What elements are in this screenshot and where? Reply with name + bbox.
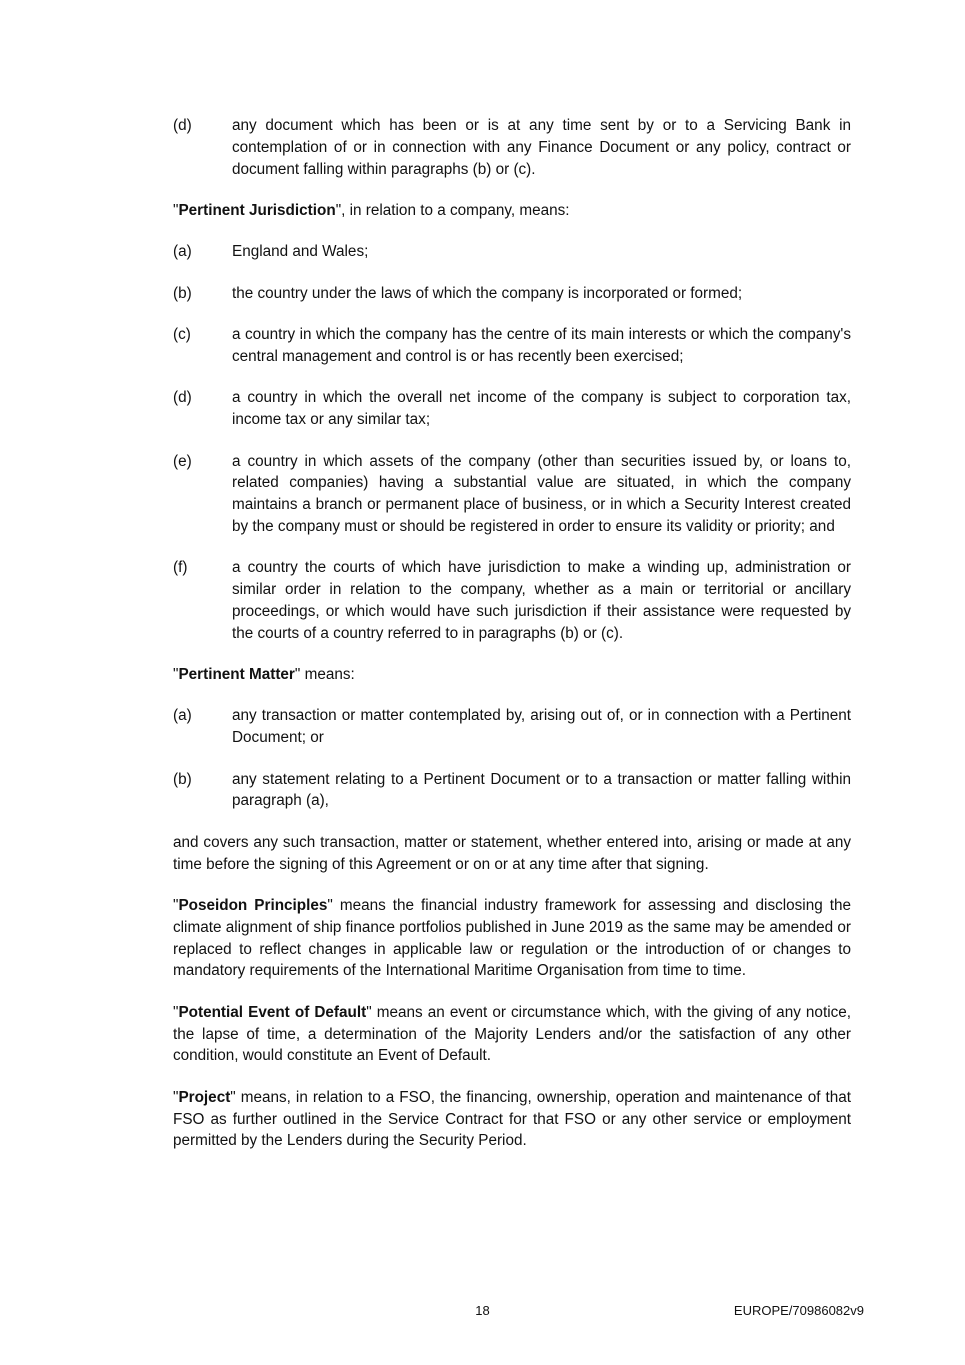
list-item-text: any document which has been or is at any time sent by or to a Servicing Bank in contemplation of or in connection with any Finance Document or any policy, contract or document falling within paragraphs (b) or (c). [232,117,851,178]
definition-poseidon-principles: "Poseidon Principles" means the financial industry framework for assessing and disclosing the climate alignment of ship finance portfolios published in June 2019 as the same may be amended or replaced to reflect changes in applicable law or regulation or the introduction of or changes to mandatory requirements of the International Maritime Organisation from time to time. [173,897,851,980]
list-item-text: a country in which the company has the centre of its main interests or which the company's central management and control is or has recently been exercised; [232,326,851,365]
definition-text: means an event or circumstance which, with the giving of any notice, the lapse of time, a determination of the Majority Lenders and/or the satisfaction of any other condition, would constitute an Event of Default. [173,1003,851,1065]
list-item [173,241,851,263]
list-item-text: any statement relating to a Pertinent Document or to a transaction or matter falling within paragraph (a), [232,770,851,810]
definition-text: , in relation to a company, means: [341,201,570,219]
definition-pertinent-jurisdiction: "Pertinent Jurisdiction", in relation to a company, means: [173,201,570,219]
defined-term: Pertinent Matter [178,666,295,684]
defined-term: Potential Event of Default [178,1003,367,1021]
list-item [173,387,851,431]
list-item-text: a country in which assets of the company (other than securities issued by, or loans to, related companies) having a substantial value are situated, in which the company maintains a branch or permanent place of business, or in which a Security Interest created by the company must or should be registered in order to ensure its validity or priority; and [232,452,851,535]
list-item-text: the country under the laws of which the company is incorporated or formed; [232,284,743,302]
list-marker: (f) [173,559,188,577]
list-item-text: a country the courts of which have jurisdiction to make a winding up, administration or similar order in relation to the company, whether as a main or territorial or ancillary proceedings, or which would have such jurisdiction if their assistance were requested by the courts of a country referred to in paragraphs (b) or (c). [232,559,851,642]
list-marker: (b) [173,284,192,302]
list-item [173,769,851,813]
list-item [173,283,851,305]
list-marker: (a) [173,243,192,261]
list-item-text: any transaction or matter contemplated by, arising out of, or in connection with a Pertinent Document; or [232,707,851,747]
document-page [173,115,851,1172]
list-item-text: England and Wales; [232,243,369,261]
list-item [173,557,851,644]
list-item [173,324,851,368]
definition-pertinent-matter: "Pertinent Matter" means: [173,666,355,684]
list-item-text: a country in which the overall net income of the company is subject to corporation tax, income tax or any similar tax; [232,389,851,429]
definition-text: means, in relation to a FSO, the financing, ownership, operation and maintenance of that FSO as further outlined in the Service Contract for that FSO or any other service or employment permitted by the Lenders during the Security Period. [173,1088,851,1150]
definition-text: means: [300,666,355,684]
closing-paragraph: and covers any such transaction, matter or statement, whether entered into, arising or made at any time before the signing of this Agreement or on or at any time after that signing. [173,833,851,873]
definition-potential-event-of-default: "Potential Event of Default" means an event or circumstance which, with the giving of any notice, the lapse of time, a determination of the Majority Lenders and/or the satisfaction of any other condition, would constitute an Event of Default. [173,1003,851,1065]
document-reference: EUROPE/70986082v9 [733,1303,864,1318]
list-item [173,705,851,749]
list-marker: (d) [173,117,192,134]
list-marker: (e) [173,452,192,470]
list-marker: (a) [173,707,192,725]
list-marker: (c) [173,326,191,344]
list-item [173,451,851,538]
list-marker: (b) [173,770,192,788]
definition-project: "Project" means, in relation to a FSO, the financing, ownership, operation and maintenance of that FSO as further outlined in the Service Contract for that FSO or any other service or employment permitted by the Lenders during the Security Period. [173,1088,851,1150]
defined-term: Project [178,1088,231,1106]
list-item [173,115,851,180]
defined-term: Poseidon Principles [178,897,328,915]
page-number: 18 [475,1303,490,1318]
definition-text: means the financial industry framework for assessing and disclosing the climate alignment of ship finance portfolios published in June 2019 as the same may be amended or replaced to reflect changes in applicable law or regulation or the introduction of or changes to mandatory requirements of the International Maritime Organisation from time to time. [173,897,851,980]
list-marker: (d) [173,389,192,407]
defined-term: Pertinent Jurisdiction [178,201,336,219]
